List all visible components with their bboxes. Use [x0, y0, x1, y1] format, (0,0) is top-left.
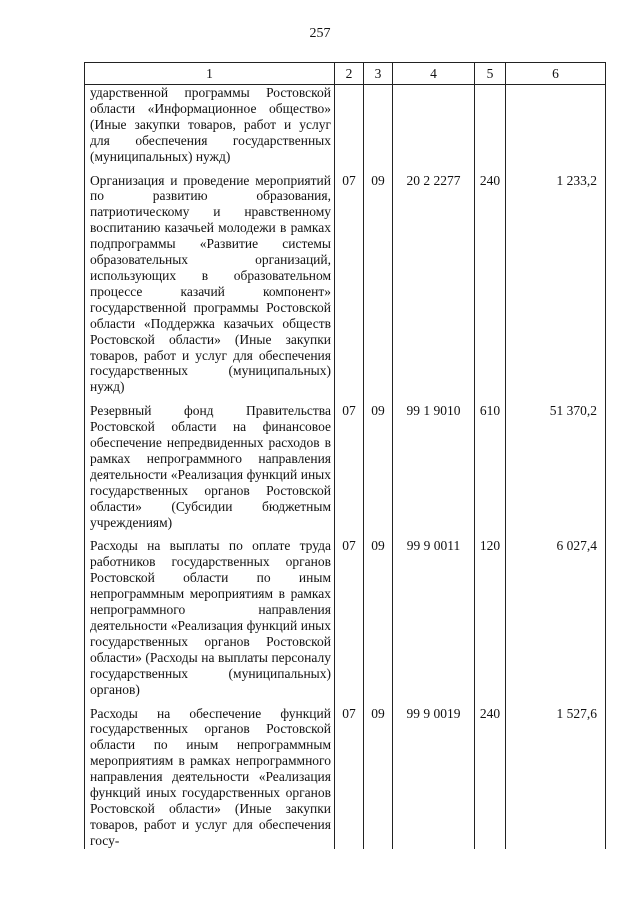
row-target — [393, 85, 475, 165]
row-target: 99 1 9010 — [393, 403, 475, 530]
table-row — [85, 706, 606, 849]
row-section: 07 — [335, 706, 364, 849]
row-amount: 1 527,6 — [506, 706, 606, 849]
row-subsection — [364, 85, 393, 165]
header-col-2: 2 — [335, 63, 364, 85]
header-col-5: 5 — [475, 63, 506, 85]
budget-table — [84, 62, 606, 849]
row-subsection: 09 — [364, 538, 393, 697]
row-section — [335, 85, 364, 165]
header-col-1: 1 — [85, 63, 335, 85]
table-row — [85, 85, 606, 165]
row-subsection: 09 — [364, 173, 393, 396]
table-header-row — [85, 63, 606, 85]
header-col-3: 3 — [364, 63, 393, 85]
table-row — [85, 403, 606, 530]
row-description: Организация и проведение мероприятий по развитию образования, патриотическому и нравственному воспитанию казачьей молодежи в рамках подпрограммы «Развитие системы образовательных организаций, использующих в образовательном процессе казачий компонент» государственной программы Ростовской области «Поддержка казачьих обществ Ростовской области» (Иные закупки товаров, работ и услуг для обеспечения государственных (муниципальных) нужд) — [85, 173, 335, 396]
page-number: 257 — [309, 26, 331, 41]
row-amount: 6 027,4 — [506, 538, 606, 697]
row-amount — [506, 85, 606, 165]
row-target: 99 9 0019 — [393, 706, 475, 849]
row-type: 610 — [475, 403, 506, 530]
table-row — [85, 173, 606, 396]
row-description: Расходы на выплаты по оплате труда работников государственных органов Ростовской области по иным непрограммным мероприятиям в рамках непрограммного направления деятельности «Реализация функций иных государственных органов Ростовской области» (Расходы на выплаты персоналу государственных (муниципальных) органов) — [85, 538, 335, 697]
row-target: 99 9 0011 — [393, 538, 475, 697]
row-section: 07 — [335, 403, 364, 530]
row-description: ударственной программы Ростовской области «Информационное общество» (Иные закупки товаров, работ и услуг для обеспечения государственных (муниципальных) нужд) — [85, 85, 335, 165]
header-col-4: 4 — [393, 63, 475, 85]
row-type: 240 — [475, 706, 506, 849]
row-subsection: 09 — [364, 706, 393, 849]
row-description: Резервный фонд Правительства Ростовской области на финансовое обеспечение непредвиденных расходов в рамках непрограммного направления деятельности «Реализация функций иных государственных органов Ростовской области» (Субсидии бюджетным учреждениям) — [85, 403, 335, 530]
row-target: 20 2 2277 — [393, 173, 475, 396]
table-row — [85, 538, 606, 697]
row-section: 07 — [335, 538, 364, 697]
row-type: 240 — [475, 173, 506, 396]
row-type: 120 — [475, 538, 506, 697]
row-type — [475, 85, 506, 165]
row-amount: 1 233,2 — [506, 173, 606, 396]
header-col-6: 6 — [506, 63, 606, 85]
row-description: Расходы на обеспечение функций государственных органов Ростовской области по иным непрограммным мероприятиям в рамках непрограммного направления деятельности «Реализация функций иных государственных органов Ростовской области» (Иные закупки товаров, работ и услуг для обеспечения госу- — [85, 706, 335, 849]
row-subsection: 09 — [364, 403, 393, 530]
row-section: 07 — [335, 173, 364, 396]
row-amount: 51 370,2 — [506, 403, 606, 530]
